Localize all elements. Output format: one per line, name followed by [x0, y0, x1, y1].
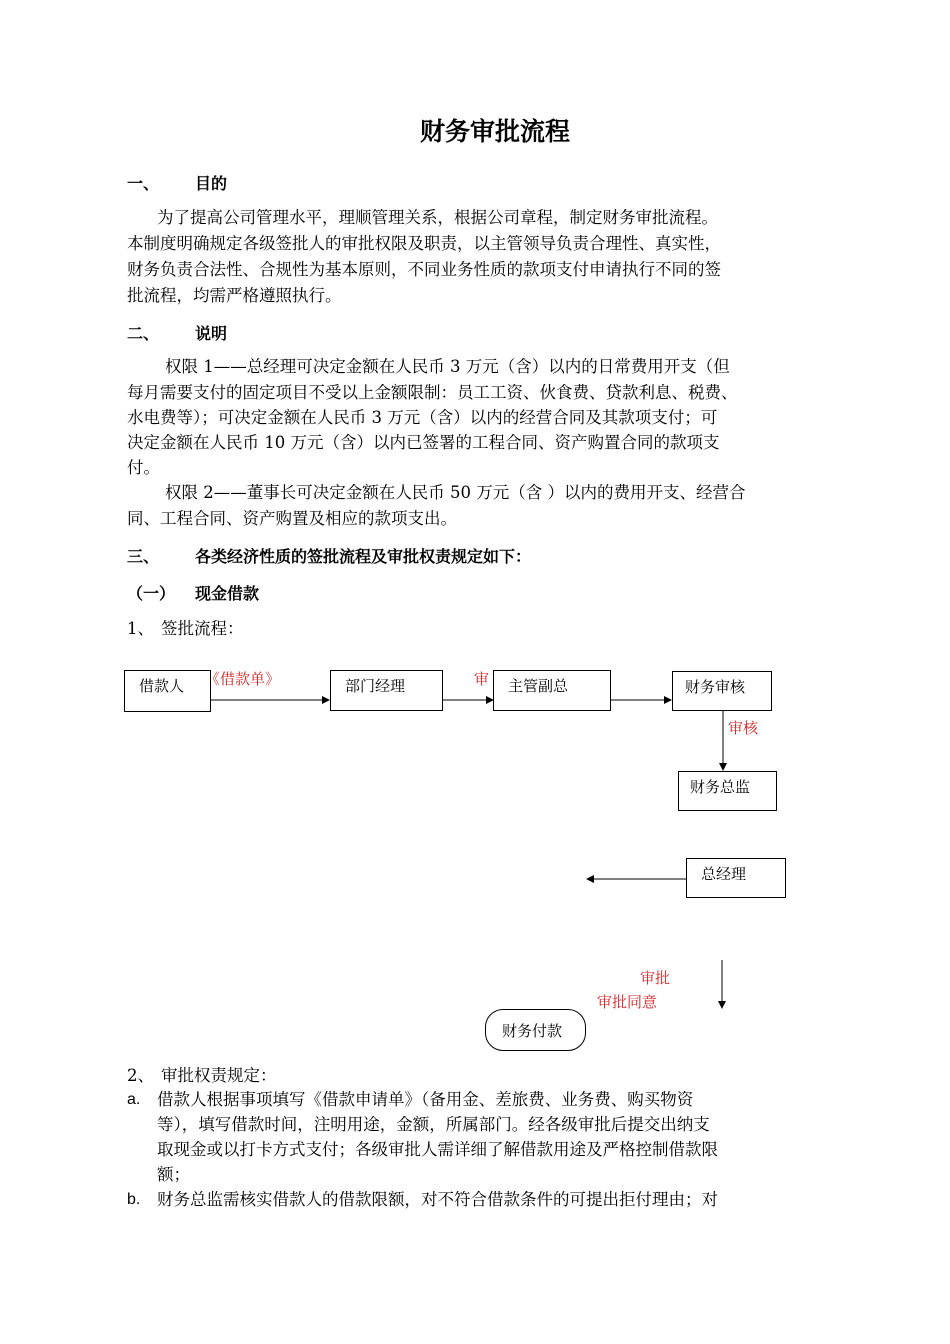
item-1-number: 1、 — [127, 619, 154, 638]
rule-b-marker: b. — [127, 1191, 141, 1208]
flow-box-cfo — [678, 771, 777, 811]
section-3-heading: 各类经济性质的签批流程及审批权责规定如下： — [195, 547, 532, 566]
flow-label-form: 《借款单》 — [205, 670, 281, 688]
rule-a-line-1: 借款人根据事项填写《借款申请单》（备用金、差旅费、业务费、购买物资 — [157, 1090, 694, 1109]
section-1-heading: 目的 — [195, 174, 228, 193]
section-1-line-2: 本制度明确规定各级签批人的审批权限及职责，以主管领导负责合理性、真实性， — [127, 234, 721, 253]
rule-a-line-2: 等），填写借款时间，注明用途，金额，所属部门。经各级审批后提交出纳支 — [157, 1115, 710, 1134]
section-2-heading: 说明 — [195, 324, 228, 343]
item-2-text: 审批权责规定： — [161, 1066, 277, 1085]
rule-a-line-4: 额； — [157, 1165, 190, 1184]
section-2-line-6: 权限 2——董事长可决定金额在人民币 50 万元（含 ）以内的费用开支、经营合 — [165, 483, 746, 502]
section-1-line-3: 财务负责合法性、合规性为基本原则，不同业务性质的款项支付申请执行不同的签 — [127, 260, 721, 279]
flow-label-approve-short: 审 — [474, 670, 490, 688]
section-2-line-3: 水电费等）；可决定金额在人民币 3 万元（含）以内的经营合同及其款项支付；可 — [127, 408, 718, 427]
section-3-number: 三、 — [127, 547, 160, 566]
flow-box-finance-review-label: 财务审核 — [685, 678, 746, 696]
flow-box-borrower-label: 借款人 — [139, 677, 185, 695]
flow-box-borrower — [124, 670, 211, 712]
flow-box-gm — [686, 858, 786, 898]
flow-label-approve-agree: 审批同意 — [597, 993, 658, 1011]
subsection-1-heading: 现金借款 — [195, 584, 260, 603]
flow-label-review: 审核 — [728, 719, 759, 737]
rule-a-marker: a. — [127, 1091, 141, 1108]
section-2-number: 二、 — [127, 324, 160, 343]
section-1-line-1: 为了提高公司管理水平，理顺管理关系，根据公司章程，制定财务审批流程。 — [157, 208, 718, 227]
flow-box-dept-manager — [330, 670, 443, 711]
section-2-line-7: 同、工程合同、资产购置及相应的款项支出。 — [127, 509, 457, 528]
item-2-number: 2、 — [127, 1066, 154, 1085]
flow-label-approve: 审批 — [640, 969, 671, 987]
rule-a-line-3: 取现金或以打卡方式支付；各级审批人需详细了解借款用途及严格控制借款限 — [157, 1140, 718, 1159]
flow-box-payment — [485, 1009, 586, 1051]
flow-box-dept-manager-label: 部门经理 — [345, 677, 406, 695]
section-2-line-1: 权限 1——总经理可决定金额在人民币 3 万元（含）以内的日常费用开支（但 — [165, 357, 730, 376]
section-2-line-4: 决定金额在人民币 10 万元（含）以内已签署的工程合同、资产购置合同的款项支 — [127, 433, 720, 452]
flow-box-vp-label: 主管副总 — [508, 677, 569, 695]
flow-box-payment-label: 财务付款 — [502, 1022, 563, 1040]
item-1-text: 签批流程： — [161, 619, 244, 638]
section-1-line-4: 批流程，均需严格遵照执行。 — [127, 286, 342, 305]
flow-box-gm-label: 总经理 — [701, 865, 747, 883]
rule-b-line-1: 财务总监需核实借款人的借款限额，对不符合借款条件的可提出拒付理由；对 — [157, 1190, 718, 1209]
section-2-line-5: 付。 — [127, 458, 160, 477]
page-title: 财务审批流程 — [419, 117, 570, 146]
flow-box-vp — [493, 670, 611, 711]
flow-box-cfo-label: 财务总监 — [690, 778, 751, 796]
section-2-line-2: 每月需要支付的固定项目不受以上金额限制：员工工资、伙食费、贷款利息、税费、 — [127, 383, 738, 402]
section-1-number: 一、 — [127, 174, 160, 193]
subsection-1-number: （一） — [127, 584, 176, 603]
flow-box-finance-review — [672, 671, 772, 711]
